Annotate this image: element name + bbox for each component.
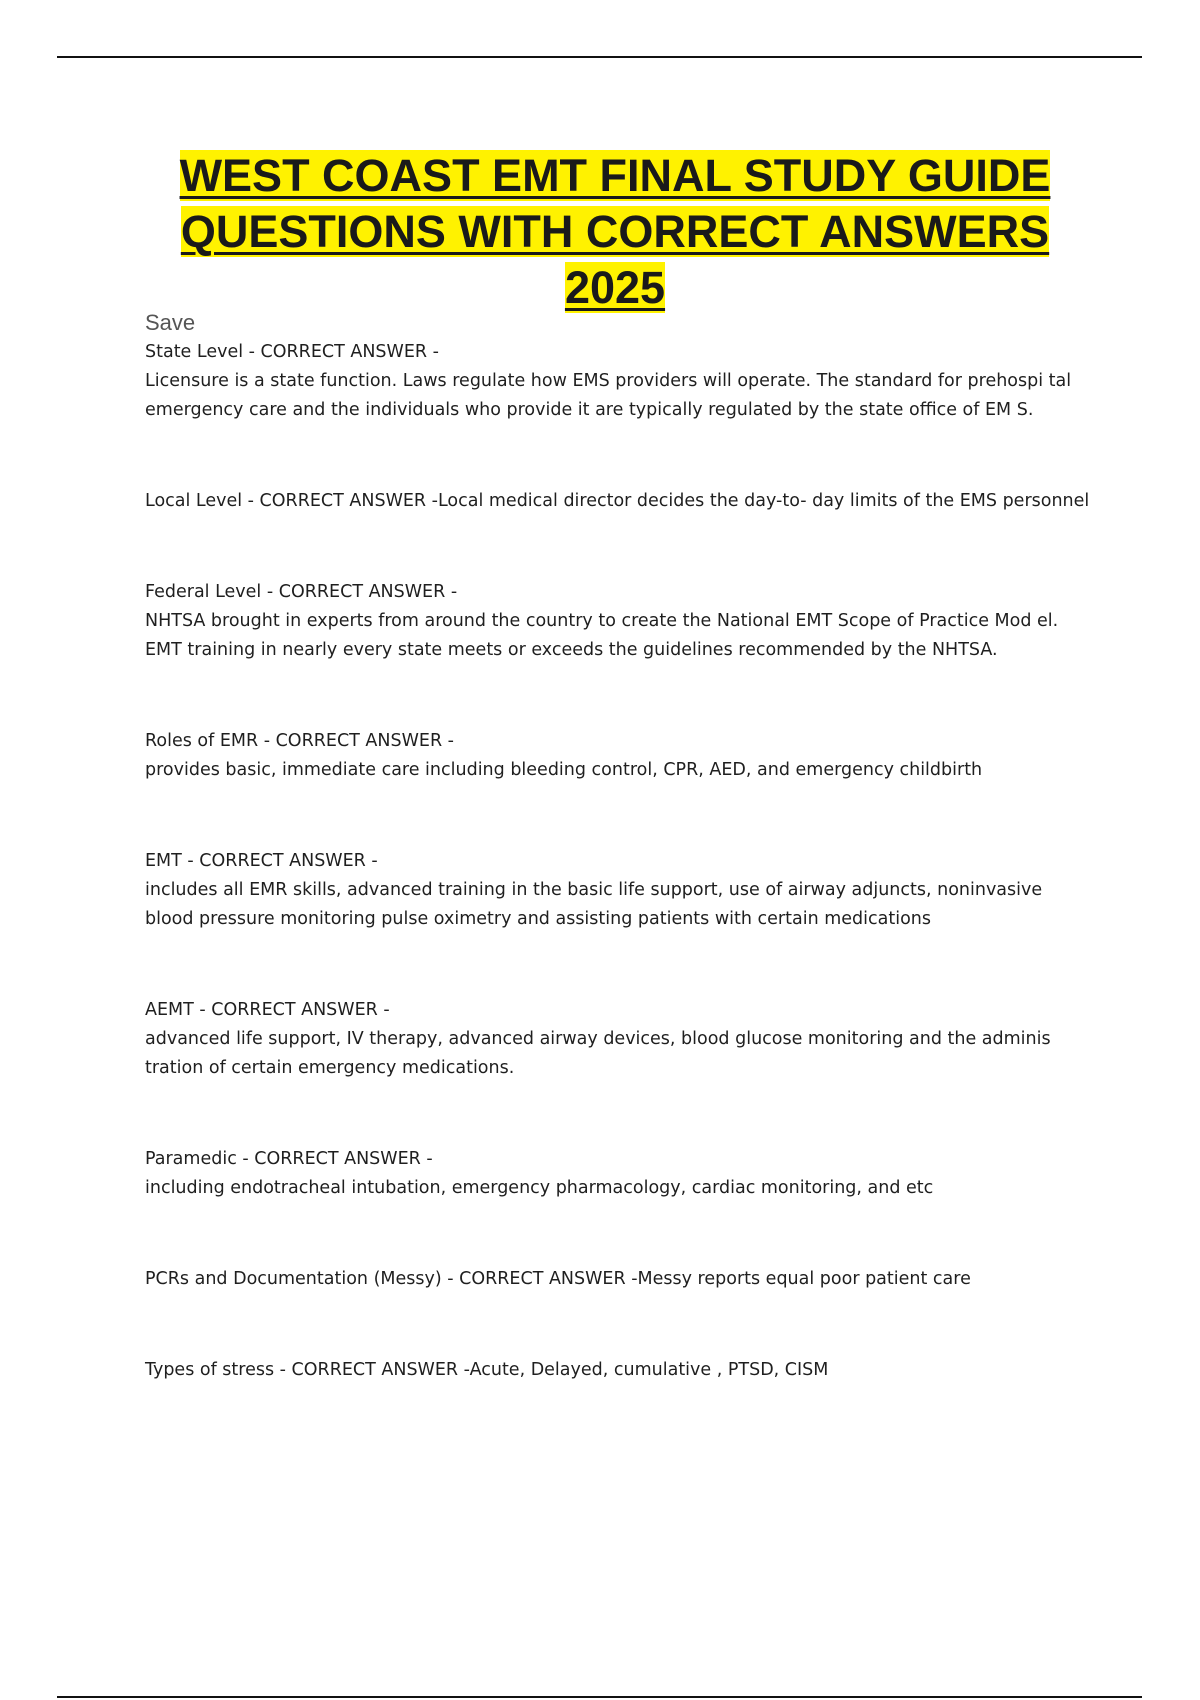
flashcard-types-of-stress [145,1356,1090,1385]
card-answer: Licensure is a state function. Laws regulate how EMS providers will operate. The standard for prehospi tal emergency care and the individuals who provide it are typically regulated by the state office of EM S. [145,371,1072,420]
card-term: Types of stress - CORRECT ANSWER - [145,1360,470,1380]
card-answer: Acute, Delayed, cumulative , PTSD, CISM [469,1360,829,1380]
title-line-2: QUESTIONS WITH CORRECT ANSWERS [180,206,1050,257]
card-term: AEMT - CORRECT ANSWER - [145,1000,390,1020]
flashcard-pcrs-documentation [145,1265,1090,1294]
page-bottom-rule [57,1696,1142,1698]
title-line-1: WEST COAST EMT FINAL STUDY GUIDE [179,150,1051,201]
flashcard-state-level [145,338,1090,425]
card-answer: provides basic, immediate care including bleeding control, CPR, AED, and emergency childbirth [145,760,983,780]
card-term: Federal Level - CORRECT ANSWER - [145,582,458,602]
card-term: State Level - CORRECT ANSWER - [145,342,439,362]
card-answer: includes all EMR skills, advanced training in the basic life support, use of airway adjuncts, noninvasive blood pressure monitoring pulse oximetry and assisting patients with certain medications [145,880,1043,929]
card-answer: including endotracheal intubation, emergency pharmacology, cardiac monitoring, and etc [145,1178,934,1198]
study-guide-content [145,308,1090,1385]
card-term: Roles of EMR - CORRECT ANSWER - [145,731,454,751]
document-title [145,148,1085,316]
card-answer: advanced life support, IV therapy, advanced airway devices, blood glucose monitoring and the adminis tration of certain emergency medications. [145,1029,1051,1078]
flashcard-roles-of-emr [145,727,1090,785]
flashcard-paramedic [145,1145,1090,1203]
card-term: Local Level - CORRECT ANSWER - [145,491,438,511]
flashcard-federal-level [145,578,1090,665]
card-answer: Messy reports equal poor patient care [637,1269,971,1289]
card-answer: Local medical director decides the day-to- day limits of the EMS personnel [437,491,1090,511]
flashcard-local-level [145,487,1090,516]
title-line-3: 2025 [564,262,666,313]
save-label[interactable]: Save [145,310,196,335]
card-term: Paramedic - CORRECT ANSWER - [145,1149,433,1169]
card-term: EMT - CORRECT ANSWER - [145,851,378,871]
card-term: PCRs and Documentation (Messy) - CORRECT ANSWER - [145,1269,638,1289]
page-top-rule [57,56,1142,58]
card-answer: NHTSA brought in experts from around the country to create the National EMT Scope of Practice Mod el. EMT training in nearly every state meets or exceeds the guidelines recommended by the NHTSA. [145,611,1059,660]
flashcard-aemt [145,996,1090,1083]
flashcard-emt [145,847,1090,934]
